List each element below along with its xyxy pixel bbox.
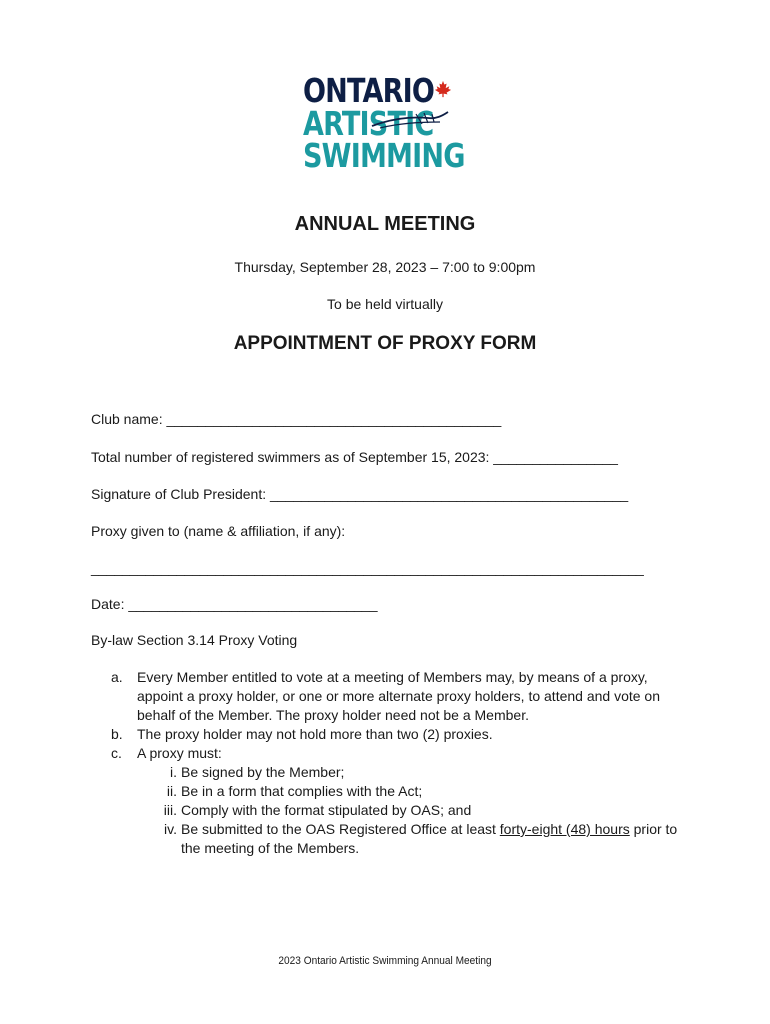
sub-list-item-tail: prior to the meeting of the Members. bbox=[181, 821, 678, 856]
club-name-field[interactable]: Club name: ___________________________________________ bbox=[91, 411, 502, 427]
list-item-text: A proxy must: bbox=[137, 745, 222, 761]
organization-logo bbox=[300, 71, 472, 175]
list-marker: b. bbox=[111, 726, 123, 742]
list-item bbox=[91, 725, 691, 744]
proxy-given-field[interactable]: _______________________________________________________________________ bbox=[91, 560, 644, 576]
list-item-text: The proxy holder may not hold more than two (2) proxies. bbox=[137, 726, 493, 742]
sub-list-marker: ii. bbox=[166, 783, 177, 799]
sub-list-item bbox=[91, 801, 691, 820]
date-field[interactable]: Date: ________________________________ bbox=[91, 596, 378, 612]
signature-field[interactable]: Signature of Club President: ______________________________________________ bbox=[91, 486, 629, 502]
total-swimmers-field[interactable]: Total number of registered swimmers as of September 15, 2023: ________________ bbox=[91, 449, 618, 465]
proxy-given-label: Proxy given to (name & affiliation, if any): bbox=[91, 523, 346, 539]
meeting-location: To be held virtually bbox=[327, 296, 443, 312]
sub-list-item-text: Be submitted to the OAS Registered Office at least bbox=[181, 821, 500, 837]
list-item bbox=[91, 744, 691, 763]
sub-list-marker: iv. bbox=[164, 821, 177, 837]
sub-list-item bbox=[91, 782, 691, 801]
sub-list-item bbox=[91, 820, 691, 858]
swimmer-icon bbox=[370, 110, 450, 132]
page-footer: 2023 Ontario Artistic Swimming Annual Meeting bbox=[278, 955, 492, 967]
list-item bbox=[91, 668, 691, 725]
list-item-text: Every Member entitled to vote at a meeting of Members may, by means of a proxy, appoint a proxy holder, or one or more alternate proxy holders, to attend and vote on behalf of the Member. The proxy holder need not be a Member. bbox=[137, 669, 660, 723]
bylaw-list bbox=[91, 668, 691, 858]
logo-line-2: ARTISTIC bbox=[303, 104, 434, 143]
sub-list-item-text: Comply with the format stipulated by OAS; and bbox=[181, 802, 472, 818]
sub-list-item-text: Be signed by the Member; bbox=[181, 764, 345, 780]
logo-line-1: ONTARIO bbox=[303, 71, 435, 110]
sub-list-item-text: Be in a form that complies with the Act; bbox=[181, 783, 423, 799]
form-title: APPOINTMENT OF PROXY FORM bbox=[233, 333, 537, 354]
meeting-title: ANNUAL MEETING bbox=[294, 213, 476, 235]
sub-list-marker: i. bbox=[170, 764, 177, 780]
logo-line-3: SWIMMING bbox=[303, 136, 465, 175]
sub-list-marker: iii. bbox=[163, 802, 177, 818]
bylaw-heading: By-law Section 3.14 Proxy Voting bbox=[91, 632, 298, 648]
list-marker: a. bbox=[111, 669, 123, 685]
list-marker: c. bbox=[111, 745, 122, 761]
meeting-date: Thursday, September 28, 2023 – 7:00 to 9:00pm bbox=[234, 259, 536, 275]
deadline-underlined-text: forty-eight (48) hours bbox=[499, 821, 630, 837]
sub-list-item bbox=[91, 763, 691, 782]
maple-leaf-icon bbox=[434, 80, 452, 98]
